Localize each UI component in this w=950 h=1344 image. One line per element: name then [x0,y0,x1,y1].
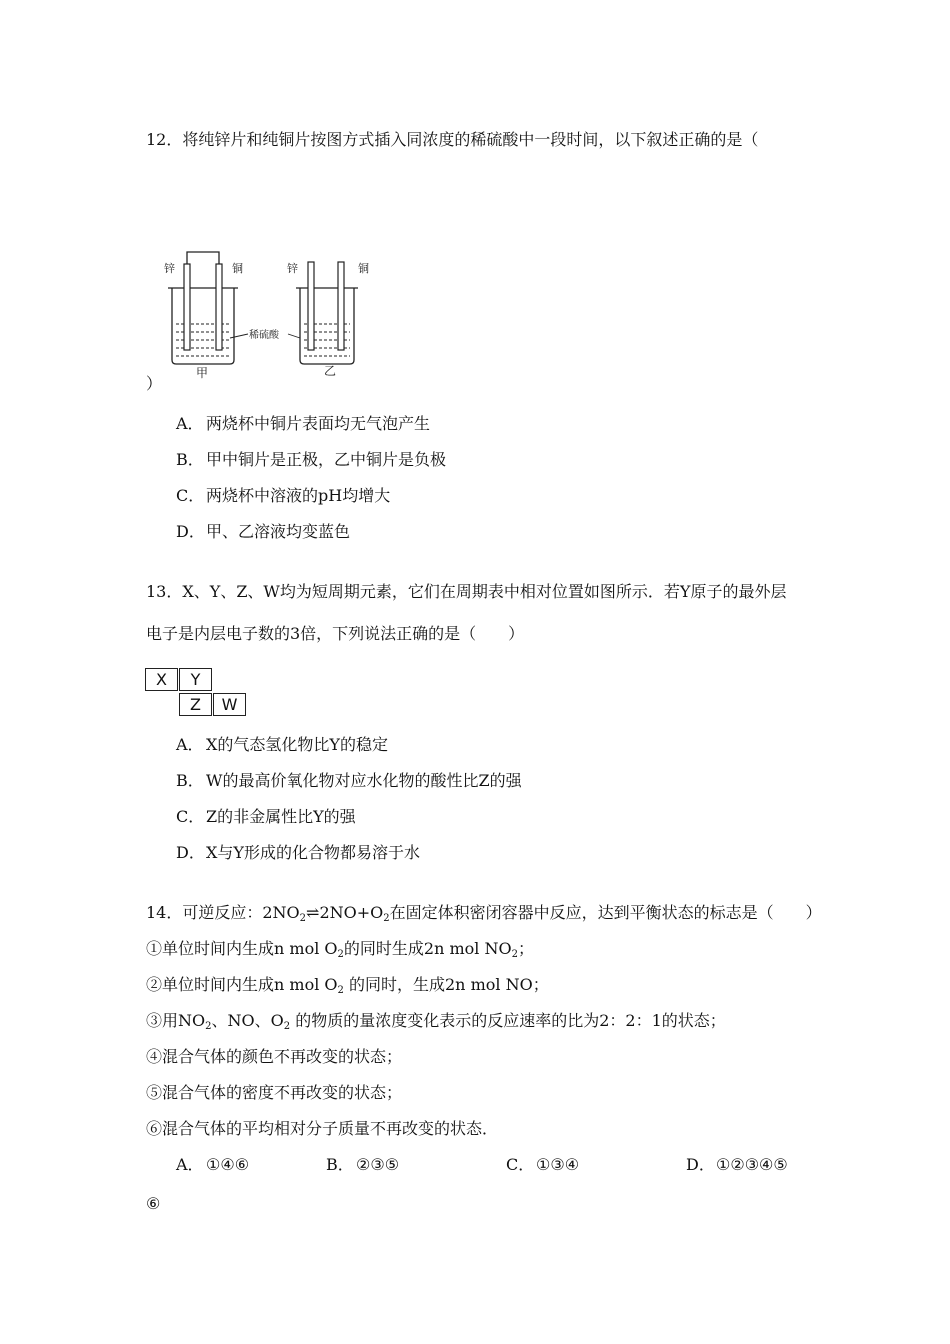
cell-x: X [145,668,178,691]
label-zinc-jia: 锌 [164,262,175,275]
q14-option-d-wrap: ⑥ [146,1194,161,1213]
q13-stem-line1: 13．X、Y、Z、W均为短周期元素，它们在周期表中相对位置如图所示．若Y原子的最外层 [146,582,787,601]
label-copper-jia: 铜 [232,262,243,275]
cell-w: W [213,693,246,716]
cell-y: Y [179,668,212,691]
q12-stem: 12．将纯锌片和纯铜片按图方式插入同浓度的稀硫酸中一段时间，以下叙述正确的是（ [146,130,759,149]
q14-item-2: ②单位时间内生成n mol $O_2$ 的同时，生成2n mol NO； [146,975,549,996]
q14-stem: 14．可逆反应：$2NO_2\rightleftharpoons 2NO+O_2$在固定体积密闭容器中反应，达到平衡状态的标志是（ ） [146,903,822,924]
q13-option-a: A． X的气态氢化物比Y的稳定 [176,735,388,754]
q14-item-3: ③用$NO_2$、NO、$O_2$ 的物质的量浓度变化表示的反应速率的比为2：2：1的状态； [146,1011,726,1032]
q14-item-1: ①单位时间内生成n mol $O_2$的同时生成2n mol $NO_2$； [146,939,534,960]
q14-option-b: B． ②③⑤ [326,1155,400,1174]
label-acid: 稀硫酸 [249,330,279,341]
q12-option-c: C． 两烧杯中溶液的pH均增大 [176,486,391,505]
cell-z: Z [179,693,212,716]
q12-option-b: B． 甲中铜片是正极，乙中铜片是负极 [176,450,447,469]
beaker-diagram [160,250,390,380]
label-yi: 乙 [324,364,337,378]
q12-option-a: A． 两烧杯中铜片表面均无气泡产生 [176,414,431,433]
q13-option-b: B． W的最高价氧化物对应水化物的酸性比Z的强 [176,771,522,790]
q14-item-5: ⑤混合气体的密度不再改变的状态； [146,1083,403,1102]
q13-option-d: D．X与Y形成的化合物都易溶于水 [176,843,420,862]
label-jia: 甲 [196,366,209,380]
q13-option-c: C． Z的非金属性比Y的强 [176,807,356,826]
q14-item-6: ⑥混合气体的平均相对分子质量不再改变的状态． [146,1119,499,1138]
beaker-yi [296,262,358,364]
q14-option-d: D．①②③④⑤ [686,1155,788,1174]
q14-option-c: C． ①③④ [506,1155,580,1174]
beaker-jia [168,252,238,364]
label-zinc-yi: 锌 [287,262,298,275]
label-copper-yi: 铜 [358,262,369,275]
q14-item-4: ④混合气体的颜色不再改变的状态； [146,1047,403,1066]
q12-option-d: D．甲、乙溶液均变蓝色 [176,522,351,541]
q12-stem-close: ） [146,374,163,393]
q14-option-a: A． ①④⑥ [176,1155,250,1174]
q13-stem-line2: 电子是内层电子数的3倍，下列说法正确的是（ ） [146,624,525,643]
